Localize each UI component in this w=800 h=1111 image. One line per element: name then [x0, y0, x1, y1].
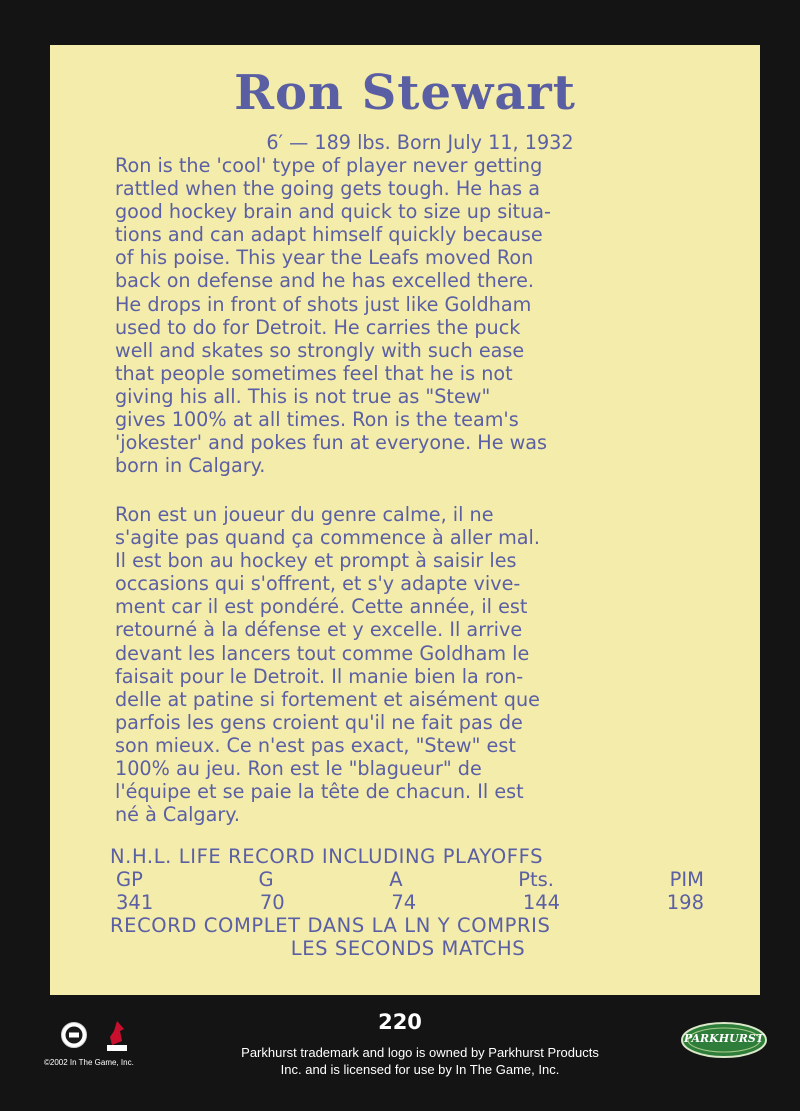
- bio-en-line: of his poise. This year the Leafs moved Ron: [115, 246, 534, 270]
- bio-en-line: tions and can adapt himself quickly because: [115, 223, 543, 247]
- bio-fr-line: 100% au jeu. Ron est le "blagueur" de: [115, 757, 482, 781]
- stats-value-pts: 144: [522, 891, 561, 914]
- nhlpa-player-icon: [104, 1019, 130, 1053]
- bio-en-line: good hockey brain and quick to size up situa-: [115, 200, 551, 224]
- stats-heading-english: N.H.L. LIFE RECORD INCLUDING PLAYOFFS: [110, 845, 544, 868]
- bio-en-line: born in Calgary.: [115, 454, 266, 478]
- stats-block: [110, 845, 706, 960]
- card-number: 220: [378, 1010, 422, 1034]
- nhl-shield-icon: [60, 1021, 88, 1049]
- stats-header-a: A: [389, 868, 403, 891]
- bio-fr-line: son mieux. Ce n'est pas exact, "Stew" est: [115, 733, 516, 757]
- player-name: Ron Stewart: [234, 65, 576, 121]
- bio-en-line: He drops in front of shots just like Goldham: [115, 292, 532, 316]
- bio-fr-line: Ron est un joueur du genre calme, il ne: [115, 503, 494, 526]
- bio-en-line: 'jokester' and pokes fun at everyone. He was: [115, 431, 548, 455]
- bio-fr-line: l'équipe et se paie la tête de chacun. Il est: [115, 780, 524, 804]
- parkhurst-logo: [680, 1020, 768, 1060]
- stats-column-headers: [110, 868, 706, 891]
- stats-values: [110, 891, 706, 914]
- bio-en-line: Ron is the 'cool' type of player never getting: [115, 154, 543, 177]
- bio-fr-line: occasions qui s'offrent, et s'y adapte vive-: [115, 572, 521, 596]
- legal-notice: [190, 1044, 650, 1078]
- bio-fr-line: faisait pour le Detroit. Il manie bien la ron-: [115, 664, 524, 688]
- bio-fr-line: devant les lancers tout comme Goldham le: [115, 641, 530, 665]
- stats-value-g: 70: [259, 891, 285, 914]
- card-back-panel: [50, 45, 760, 995]
- bio-en-line: that people sometimes feel that he is not: [115, 361, 513, 385]
- bio-en-line: back on defense and he has excelled there.: [115, 269, 535, 293]
- bio-en-line: rattled when the going gets tough. He has a: [115, 177, 540, 201]
- player-vitals: 6′ — 189 lbs. Born July 11, 1932: [266, 131, 574, 154]
- bio-fr-line: Il est bon au hockey et prompt à saisir les: [115, 549, 517, 573]
- stats-header-pim: PIM: [669, 868, 704, 891]
- copyright-notice: ©2002 In The Game, Inc.: [44, 1058, 134, 1067]
- bio-fr-line: delle at patine si fortement et aisément que: [115, 687, 540, 711]
- stats-value-gp: 341: [116, 891, 154, 914]
- legal-line: Inc. and is licensed for use by In The Game, Inc.: [280, 1062, 560, 1077]
- parkhurst-logo-text: PARKHURST: [684, 1032, 764, 1045]
- bio-en-line: gives 100% at all times. Ron is the team's: [115, 408, 519, 432]
- bio-fr-line: retourné à la défense et y excelle. Il arrive: [115, 618, 523, 642]
- stats-value-a: 74: [391, 891, 417, 914]
- bio-en-line: giving his all. This is not true as "Stew": [115, 384, 491, 408]
- bio-en-line: used to do for Detroit. He carries the puck: [115, 315, 521, 339]
- legal-line: Parkhurst trademark and logo is owned by Parkhurst Products: [241, 1045, 599, 1060]
- bio-french: [115, 503, 705, 826]
- stats-heading-french-1: RECORD COMPLET DANS LA LN Y COMPRIS: [110, 914, 551, 937]
- stats-header-pts: Pts.: [518, 868, 554, 891]
- stats-heading-french-2: LES SECONDS MATCHS: [290, 937, 526, 960]
- bio-fr-line: s'agite pas quand ça commence à aller mal.: [115, 526, 540, 550]
- bio-en-line: well and skates so strongly with such ease: [115, 338, 525, 362]
- bio-fr-line: parfois les gens croient qu'il ne fait pas de: [115, 710, 523, 734]
- stats-value-pim: 198: [666, 891, 704, 914]
- bio-fr-line: né à Calgary.: [115, 803, 240, 827]
- bio-fr-line: ment car il est pondéré. Cette année, il est: [115, 595, 528, 619]
- bio-english: [115, 154, 705, 477]
- stats-header-gp: GP: [116, 868, 143, 891]
- stats-header-g: G: [258, 868, 274, 891]
